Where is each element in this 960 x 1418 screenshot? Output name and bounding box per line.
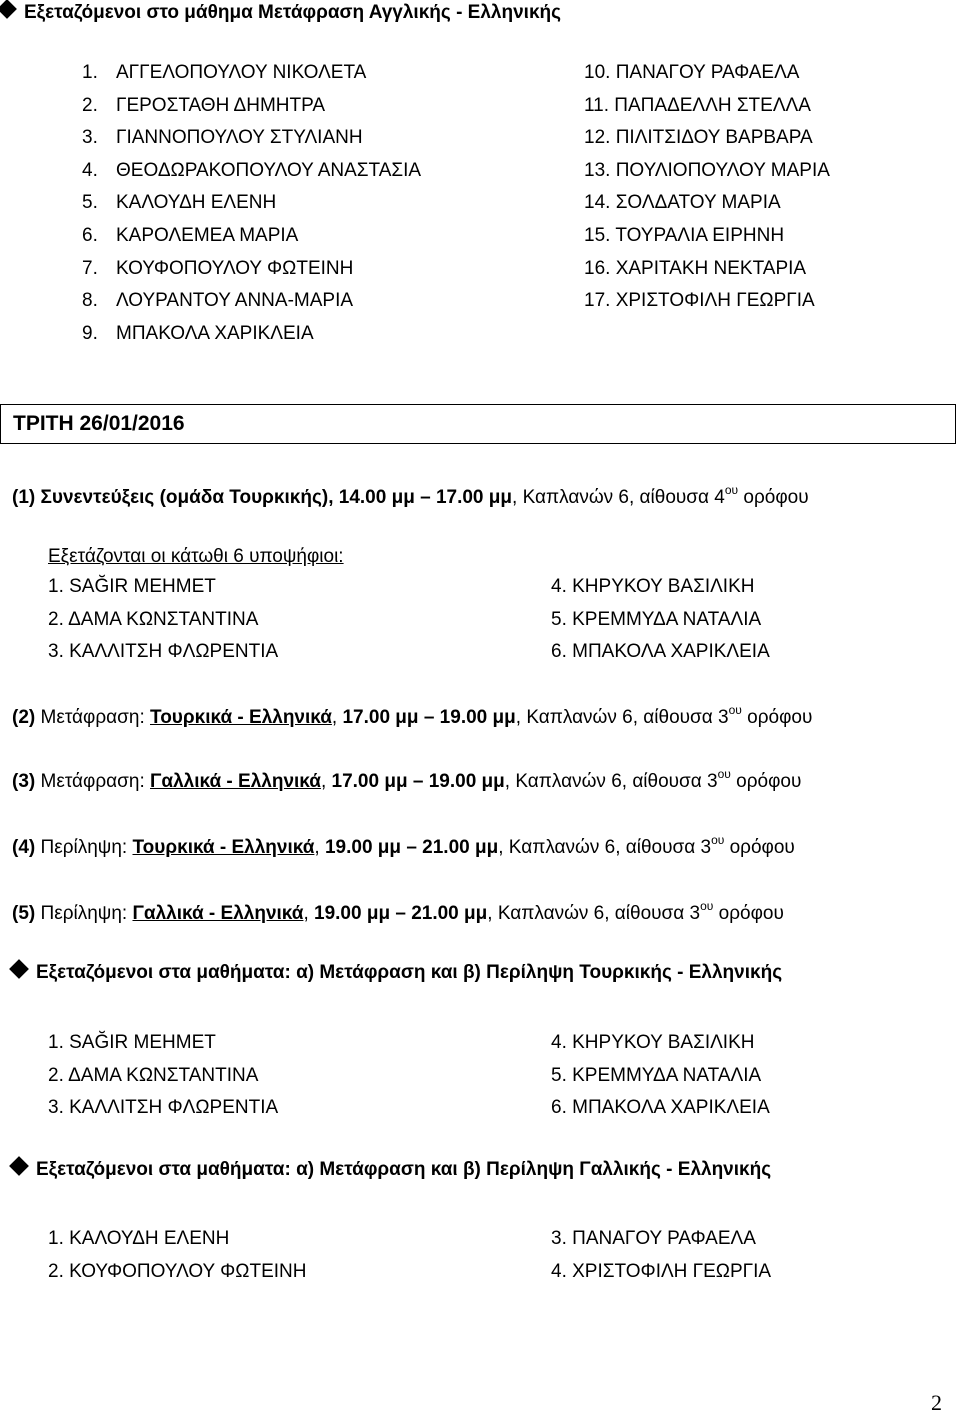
list-item: 5. ΚΡΕΜΜΥΔΑ ΝΑΤΑΛΙΑ	[551, 1064, 762, 1086]
candidates-label: Εξετάζονται οι κάτωθι 6 υποψήφιοι:	[48, 546, 344, 567]
section3-left-list	[48, 1223, 307, 1288]
diamond-bullet-icon	[9, 1156, 29, 1176]
list-item: 4. ΚΗΡΥΚΟΥ ΒΑΣΙΛΙΚΗ	[551, 1032, 755, 1053]
list-item: 3. ΠΑΝΑΓΟΥ ΡΑΦΑΕΛΑ	[551, 1228, 756, 1249]
list-item: 14. ΣΟΛΔΑΤΟΥ ΜΑΡΙΑ	[584, 192, 781, 214]
list-item: 11. ΠΑΠΑΔΕΛΛΗ ΣΤΕΛΛΑ	[584, 94, 811, 116]
exam1-right-list	[551, 571, 770, 669]
list-item: 17. ΧΡΙΣΤΟΦΙΛΗ ΓΕΩΡΓΙΑ	[584, 290, 815, 312]
diamond-bullet-icon	[9, 959, 29, 979]
list-item: 1. ΑΓΓΕΛΟΠΟΥΛΟΥ ΝΙΚΟΛΕΤΑ	[82, 62, 367, 83]
list-item: 6. ΜΠΑΚΟΛΑ ΧΑΡΙΚΛΕΙΑ	[551, 641, 770, 663]
exam-2-line: (2) Μετάφραση: Τουρκικά - Ελληνικά, 17.00 μμ – 19.00 μμ, Καπλανών 6, αίθουσα $3^{o\upsilon}$ ορόφου	[12, 703, 813, 728]
list-item: 8. ΛΟΥΡΑΝΤΟΥ ΑΝΝΑ-ΜΑΡΙΑ	[82, 290, 354, 312]
list-item: 5. ΚΑΛΟΥΔΗ ΕΛΕΝΗ	[82, 192, 277, 214]
list-item: 3. ΓΙΑΝΝΟΠΟΥΛΟΥ ΣΤΥΛΙΑΝΗ	[82, 127, 363, 149]
list-item: 1. ΚΑΛΟΥΔΗ ΕΛΕΝΗ	[48, 1228, 230, 1249]
exam-3-line: (3) Μετάφραση: Γαλλικά - Ελληνικά, 17.00 μμ – 19.00 μμ, Καπλανών 6, αίθουσα $3^{o\upsilon}$ ορόφου	[12, 767, 802, 792]
exam-4-line: (4) Περίληψη: Τουρκικά - Ελληνικά, 19.00 μμ – 21.00 μμ, Καπλανών 6, αίθουσα $3^{o\upsilon}$ ορόφου	[12, 833, 795, 858]
page-number: 2	[931, 1390, 942, 1415]
list-item: 12. ΠΙΛΙΤΣΙΔΟΥ ΒΑΡΒΑΡΑ	[584, 127, 813, 149]
date-title: ΤΡΙΤΗ 26/01/2016	[13, 412, 185, 435]
exam1-left-list	[48, 571, 278, 669]
list-item: 2. ΔΑΜΑ ΚΩΝΣΤΑΝΤΙΝΑ	[48, 1064, 259, 1086]
exam-1-line: (1) Συνεντεύξεις (ομάδα Τουρκικής), 14.00 μμ – 17.00 μμ, Καπλανών 6, αίθουσα $4^{o\upsilon}$ ορόφου	[12, 483, 809, 508]
list-item: 5. ΚΡΕΜΜΥΔΑ ΝΑΤΑΛΙΑ	[551, 608, 762, 630]
list-item: 1. SAĞIR MEHMET	[48, 576, 216, 597]
section2-right-list	[551, 1027, 770, 1125]
list-item: 2. ΔΑΜΑ ΚΩΝΣΤΑΝΤΙΝΑ	[48, 608, 259, 630]
list-item: 13. ΠΟΥΛΙΟΠΟΥΛΟΥ ΜΑΡΙΑ	[584, 159, 830, 181]
list-item: 2. ΓΕΡΟΣΤΑΘΗ ΔΗΜΗΤΡΑ	[82, 94, 326, 116]
list-item: 7. ΚΟΥΦΟΠΟΥΛΟΥ ΦΩΤΕΙΝΗ	[82, 257, 354, 279]
list-item: 4. ΧΡΙΣΤΟΦΙΛΗ ΓΕΩΡΓΙΑ	[551, 1260, 772, 1282]
list-item: 4. ΚΗΡΥΚΟΥ ΒΑΣΙΛΙΚΗ	[551, 576, 755, 597]
exam-5-line: (5) Περίληψη: Γαλλικά - Ελληνικά, 19.00 μμ – 21.00 μμ, Καπλανών 6, αίθουσα $3^{o\upsilon}$ ορόφου	[12, 899, 784, 924]
list-item: 4. ΘΕΟΔΩΡΑΚΟΠΟΥΛΟΥ ΑΝΑΣΤΑΣΙΑ	[82, 159, 422, 181]
list-item: 3. ΚΑΛΛΙΤΣΗ ΦΛΩΡΕΝΤΙΑ	[48, 1097, 279, 1119]
date-box	[0, 404, 956, 444]
list-item: 2. ΚΟΥΦΟΠΟΥΛΟΥ ΦΩΤΕΙΝΗ	[48, 1260, 307, 1282]
section3-heading: Εξεταζόμενοι στα μαθήματα: α) Μετάφραση και β) Περίληψη Γαλλικής - Ελληνικής	[12, 1159, 771, 1181]
section2-left-list	[48, 1027, 278, 1125]
section1-right-list	[584, 57, 830, 318]
list-item: 10. ΠΑΝΑΓΟΥ ΡΑΦΑΕΛΑ	[584, 62, 800, 83]
section1-heading: Εξεταζόμενοι στο μάθημα Μετάφραση Αγγλικής - Ελληνικής	[0, 2, 561, 24]
list-item: 9. ΜΠΑΚΟΛΑ ΧΑΡΙΚΛΕΙΑ	[82, 322, 314, 344]
list-item: 6. ΚΑΡΟΛΕΜΕΑ ΜΑΡΙΑ	[82, 224, 299, 246]
list-item: 16. ΧΑΡΙΤΑΚΗ ΝΕΚΤΑΡΙΑ	[584, 257, 807, 279]
list-item: 6. ΜΠΑΚΟΛΑ ΧΑΡΙΚΛΕΙΑ	[551, 1097, 770, 1119]
section1-left-list	[82, 57, 421, 350]
list-item: 15. ΤΟΥΡΑΛΙΑ ΕΙΡΗΝΗ	[584, 224, 785, 246]
list-item: 1. SAĞIR MEHMET	[48, 1032, 216, 1053]
section2-heading: Εξεταζόμενοι στα μαθήματα: α) Μετάφραση και β) Περίληψη Τουρκικής - Ελληνικής	[12, 962, 782, 984]
list-item: 3. ΚΑΛΛΙΤΣΗ ΦΛΩΡΕΝΤΙΑ	[48, 641, 279, 663]
diamond-bullet-icon	[0, 0, 17, 19]
section3-right-list	[551, 1223, 771, 1288]
